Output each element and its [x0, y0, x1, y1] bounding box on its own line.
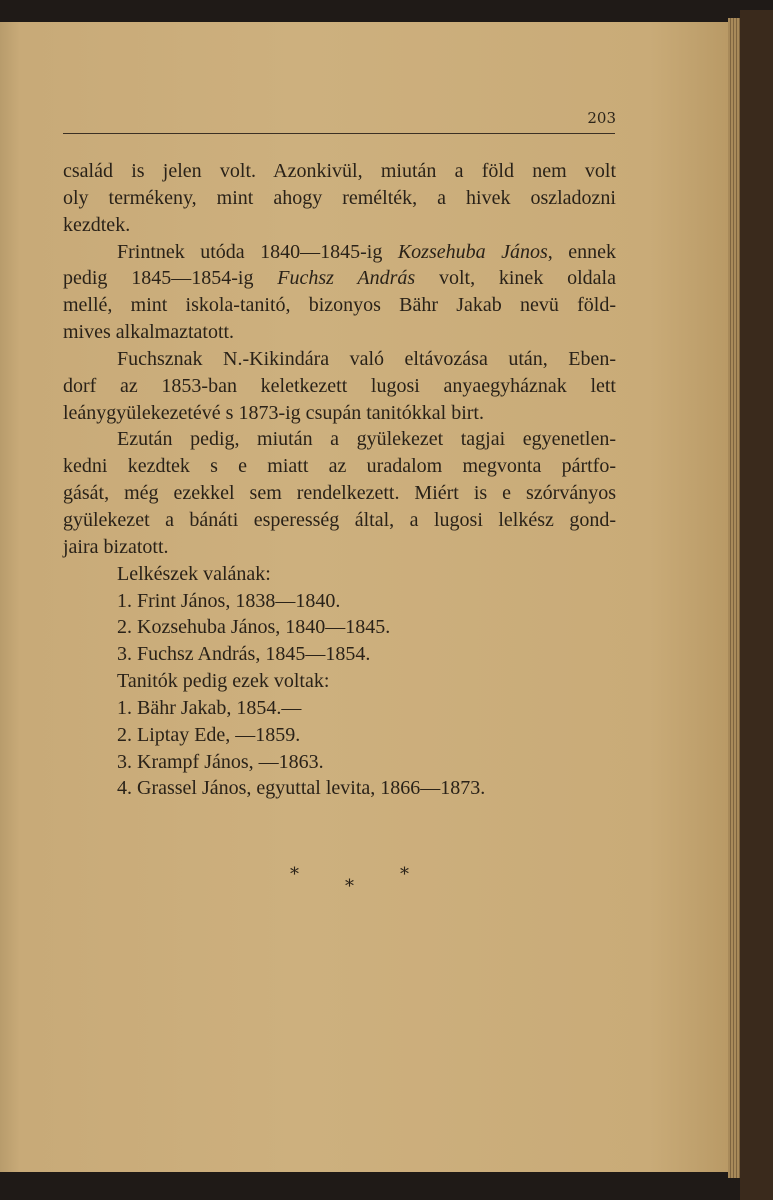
- teachers-heading: Tanitók pedig ezek voltak:: [117, 670, 330, 693]
- text-line: mellé, mint iskola-tanitó, bizonyos Bähr Jakab nevü föld-: [63, 294, 616, 317]
- page-number: 203: [587, 109, 616, 127]
- text-span: volt, kinek oldala: [415, 267, 616, 290]
- text-span: , ennek: [547, 240, 616, 263]
- text-line: [63, 239, 616, 266]
- body-text: [63, 158, 616, 802]
- text-span: Frintnek utóda 1840—1845-ig: [117, 240, 398, 263]
- text-line: kedni kezdtek s e miatt az uradalom megvonta pártfo-: [63, 455, 616, 478]
- pastors-heading: Lelkészek valának:: [117, 562, 271, 585]
- text-line: Ezután pedig, miután a gyülekezet tagjai egyenetlen-: [117, 428, 616, 451]
- header-rule: [63, 133, 615, 134]
- asterisk-separator: *: [345, 876, 354, 897]
- text-line: [63, 265, 616, 292]
- italic-name: Kozsehuba János: [397, 240, 548, 263]
- text-line: család is jelen volt. Azonkivül, miután a föld nem volt: [63, 160, 616, 182]
- text-line: gyülekezet a bánáti esperesség által, a lugosi lelkész gond-: [63, 508, 616, 531]
- text-line: Fuchsznak N.-Kikindára való eltávozása után, Eben-: [117, 347, 616, 370]
- text-line: leánygyülekezetévé s 1873-ig csupán tanitókkal birt.: [63, 401, 484, 424]
- text-line: gását, még ezekkel sem rendelkezett. Miért is e szórványos: [63, 482, 616, 505]
- text-line: mives alkalmaztatott.: [63, 321, 235, 344]
- teacher-item: 3. Krampf János, —1863.: [117, 750, 324, 773]
- text-line: oly termékeny, mint ahogy remélték, a hivek oszladozni: [63, 186, 616, 209]
- text-span: pedig 1845—1854-ig: [63, 267, 278, 290]
- text-line: dorf az 1853-ban keletkezett lugosi anyaegyháznak lett: [63, 374, 616, 397]
- pastor-item: 2. Kozsehuba János, 1840—1845.: [117, 616, 391, 639]
- text-line: jaira bizatott.: [63, 535, 169, 558]
- teacher-item: 1. Bähr Jakab, 1854.—: [117, 696, 302, 719]
- teacher-item: 4. Grassel János, egyuttal levita, 1866—1873.: [117, 777, 486, 800]
- pastor-item: 1. Frint János, 1838—1840.: [117, 589, 341, 612]
- teacher-item: 2. Liptay Ede, —1859.: [117, 723, 301, 746]
- pastor-item: 3. Fuchsz András, 1845—1854.: [117, 643, 371, 666]
- page-edges: [728, 18, 740, 1178]
- italic-name: Fuchsz András: [277, 267, 416, 290]
- asterisk-separator: *: [400, 864, 409, 885]
- book-cover-edge: [740, 10, 773, 1200]
- asterisk-separator: *: [290, 864, 299, 885]
- text-line: kezdtek.: [63, 213, 131, 236]
